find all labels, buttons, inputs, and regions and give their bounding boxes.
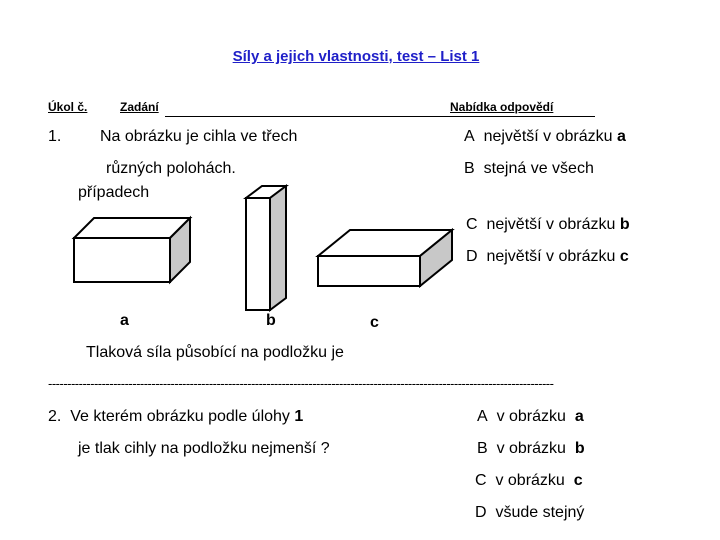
figure-label-c: c — [370, 314, 379, 331]
q1-text-line1: Na obrázku je cihla ve třech — [100, 128, 298, 145]
answer-letter: D — [475, 504, 487, 521]
answer-figure-ref: b — [619, 216, 630, 233]
answer-text: všude stejný — [495, 504, 585, 521]
brick-a — [74, 218, 190, 282]
q2-answer-d[interactable] — [475, 504, 584, 522]
q2-task-ref: 1 — [294, 408, 304, 425]
answer-text: v obrázku — [496, 408, 566, 425]
answer-text: v obrázku — [496, 440, 566, 457]
q2-answer-c[interactable] — [475, 472, 583, 490]
header-task-number: Úkol č. — [48, 100, 88, 114]
header-assignment: Zadání — [120, 100, 159, 114]
answer-text: největší v obrázku — [486, 248, 616, 265]
q2-text-line2: je tlak cihly na podložku nejmenší ? — [78, 440, 330, 457]
q2-answer-b[interactable] — [477, 440, 585, 458]
answer-text: největší v obrázku — [486, 216, 616, 233]
q2-question-line1 — [48, 408, 303, 426]
answer-text: stejná ve všech — [483, 160, 594, 177]
q2-text: Ve kterém obrázku podle úlohy — [70, 408, 290, 425]
answer-figure-ref: b — [574, 440, 585, 457]
answer-letter: A — [464, 128, 475, 145]
q1-text-line2: různých polohách. — [106, 160, 236, 177]
answer-figure-ref: c — [573, 472, 583, 489]
answer-letter: A — [477, 408, 488, 425]
q1-text-line4: Tlaková síla působící na podložku je — [86, 344, 344, 361]
q2-number: 2. — [48, 408, 62, 425]
brick-b — [246, 186, 286, 310]
q2-answer-a[interactable] — [477, 408, 584, 426]
answer-text: v obrázku — [495, 472, 565, 489]
section-separator: ------------------------------------------------------------------------------------------------------------------------------------ — [48, 376, 554, 391]
brick-c — [318, 230, 452, 286]
page-title: Síly a jejich vlastnosti, test – List 1 — [232, 48, 480, 65]
q1-text-line3: případech — [78, 184, 150, 201]
answer-letter: B — [477, 440, 488, 457]
answer-letter: D — [466, 248, 478, 265]
answer-text: největší v obrázku — [483, 128, 613, 145]
header-answer-options: Nabídka odpovědí — [450, 100, 554, 114]
answer-figure-ref: a — [574, 408, 584, 425]
figure-label-a: a — [120, 312, 129, 329]
answer-figure-ref: a — [616, 128, 626, 145]
figure-label-b: b — [266, 312, 276, 329]
answer-letter: C — [475, 472, 487, 489]
answer-letter: C — [466, 216, 478, 233]
q1-number: 1. — [48, 128, 62, 145]
answer-letter: B — [464, 160, 475, 177]
answer-figure-ref: c — [619, 248, 629, 265]
